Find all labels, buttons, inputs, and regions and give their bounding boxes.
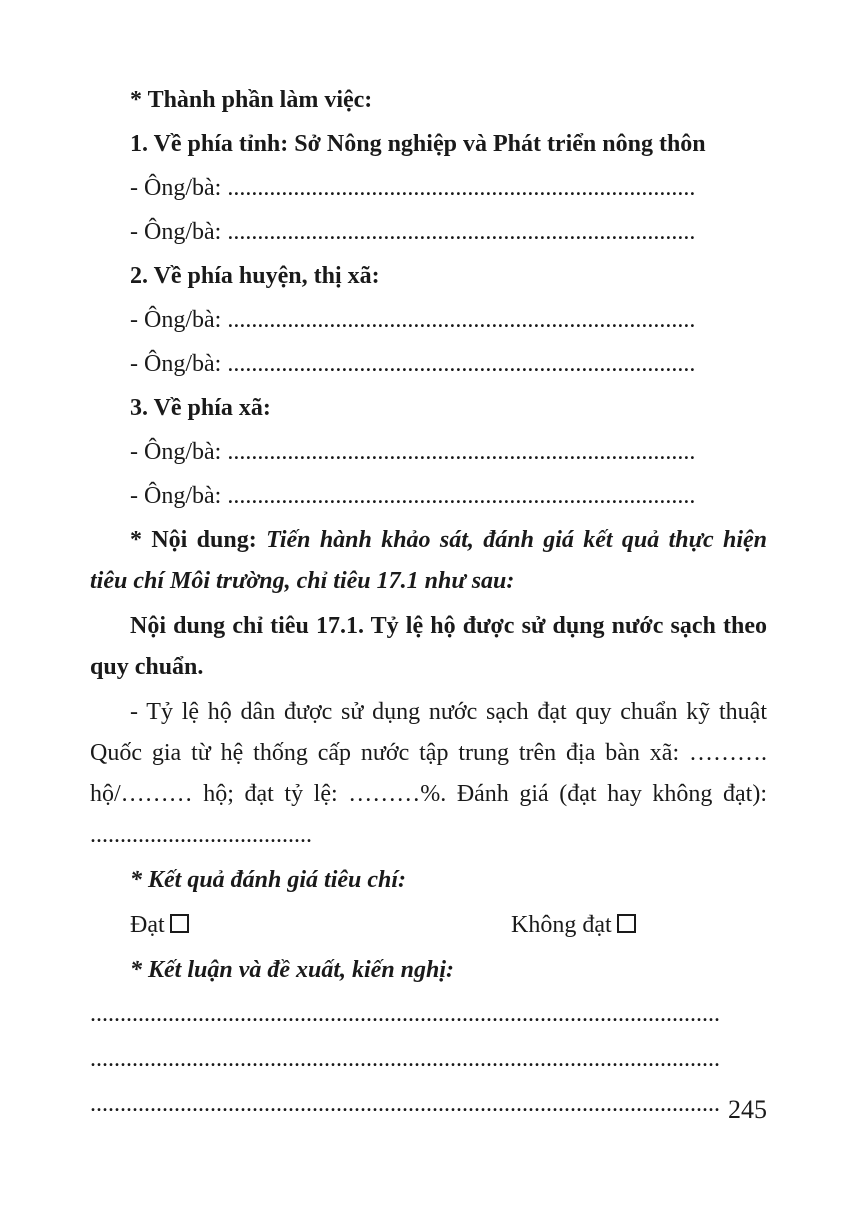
document-page bbox=[90, 78, 767, 1127]
commune-line: - Ông/bà: .............................................................................. bbox=[130, 483, 696, 509]
province-line: - Ông/bà: .............................................................................. bbox=[130, 219, 696, 245]
participants-heading: * Thành phần làm việc: bbox=[130, 87, 373, 113]
conclusion-line: ......................................................................................................... bbox=[90, 1046, 720, 1072]
conclusion-line: ......................................................................................................... bbox=[90, 1091, 720, 1117]
province-heading: 1. Về phía tỉnh: Sở Nông nghiệp và Phát triển nông thôn bbox=[130, 131, 706, 157]
criterion-heading-text: Nội dung chỉ tiêu 17.1. Tỷ lệ hộ được sử dụng nước sạch theo quy chuẩn. bbox=[90, 613, 767, 680]
district-heading: 2. Về phía huyện, thị xã: bbox=[130, 263, 380, 289]
criterion-body bbox=[90, 692, 767, 856]
content-label: * Nội dung: bbox=[130, 527, 257, 553]
content-paragraph bbox=[90, 520, 767, 602]
conclusion-heading: * Kết luận và đề xuất, kiến nghị: bbox=[130, 957, 455, 983]
district-line: - Ông/bà: .............................................................................. bbox=[130, 307, 696, 333]
pass-checkbox[interactable] bbox=[170, 914, 189, 933]
district-line: - Ông/bà: .............................................................................. bbox=[130, 351, 696, 377]
result-options bbox=[90, 902, 767, 948]
page-number: 245 bbox=[728, 1095, 767, 1124]
pass-label: Đạt bbox=[130, 912, 165, 938]
commune-line: - Ông/bà: .............................................................................. bbox=[130, 439, 696, 465]
criterion-body-text: - Tỷ lệ hộ dân được sử dụng nước sạch đạt quy chuẩn kỹ thuật Quốc gia từ hệ thống cấp nước tập trung trên địa bàn xã: ………. hộ/……… hộ; đạt tỷ lệ: ………%. Đánh giá (đạt hay không đạt): ..................................... bbox=[90, 699, 767, 848]
fail-option[interactable] bbox=[511, 902, 636, 948]
result-heading: * Kết quả đánh giá tiêu chí: bbox=[130, 867, 407, 893]
commune-heading: 3. Về phía xã: bbox=[130, 395, 271, 421]
fail-checkbox[interactable] bbox=[617, 914, 636, 933]
criterion-heading bbox=[90, 606, 767, 688]
province-line: - Ông/bà: .............................................................................. bbox=[130, 175, 696, 201]
pass-option[interactable] bbox=[130, 902, 189, 948]
fail-label: Không đạt bbox=[511, 912, 612, 938]
conclusion-line: ......................................................................................................... bbox=[90, 1001, 720, 1027]
content-text: Tiến hành khảo sát, đánh giá kết quả thực hiện tiêu chí Môi trường, chỉ tiêu 17.1 như sau: bbox=[90, 527, 768, 594]
